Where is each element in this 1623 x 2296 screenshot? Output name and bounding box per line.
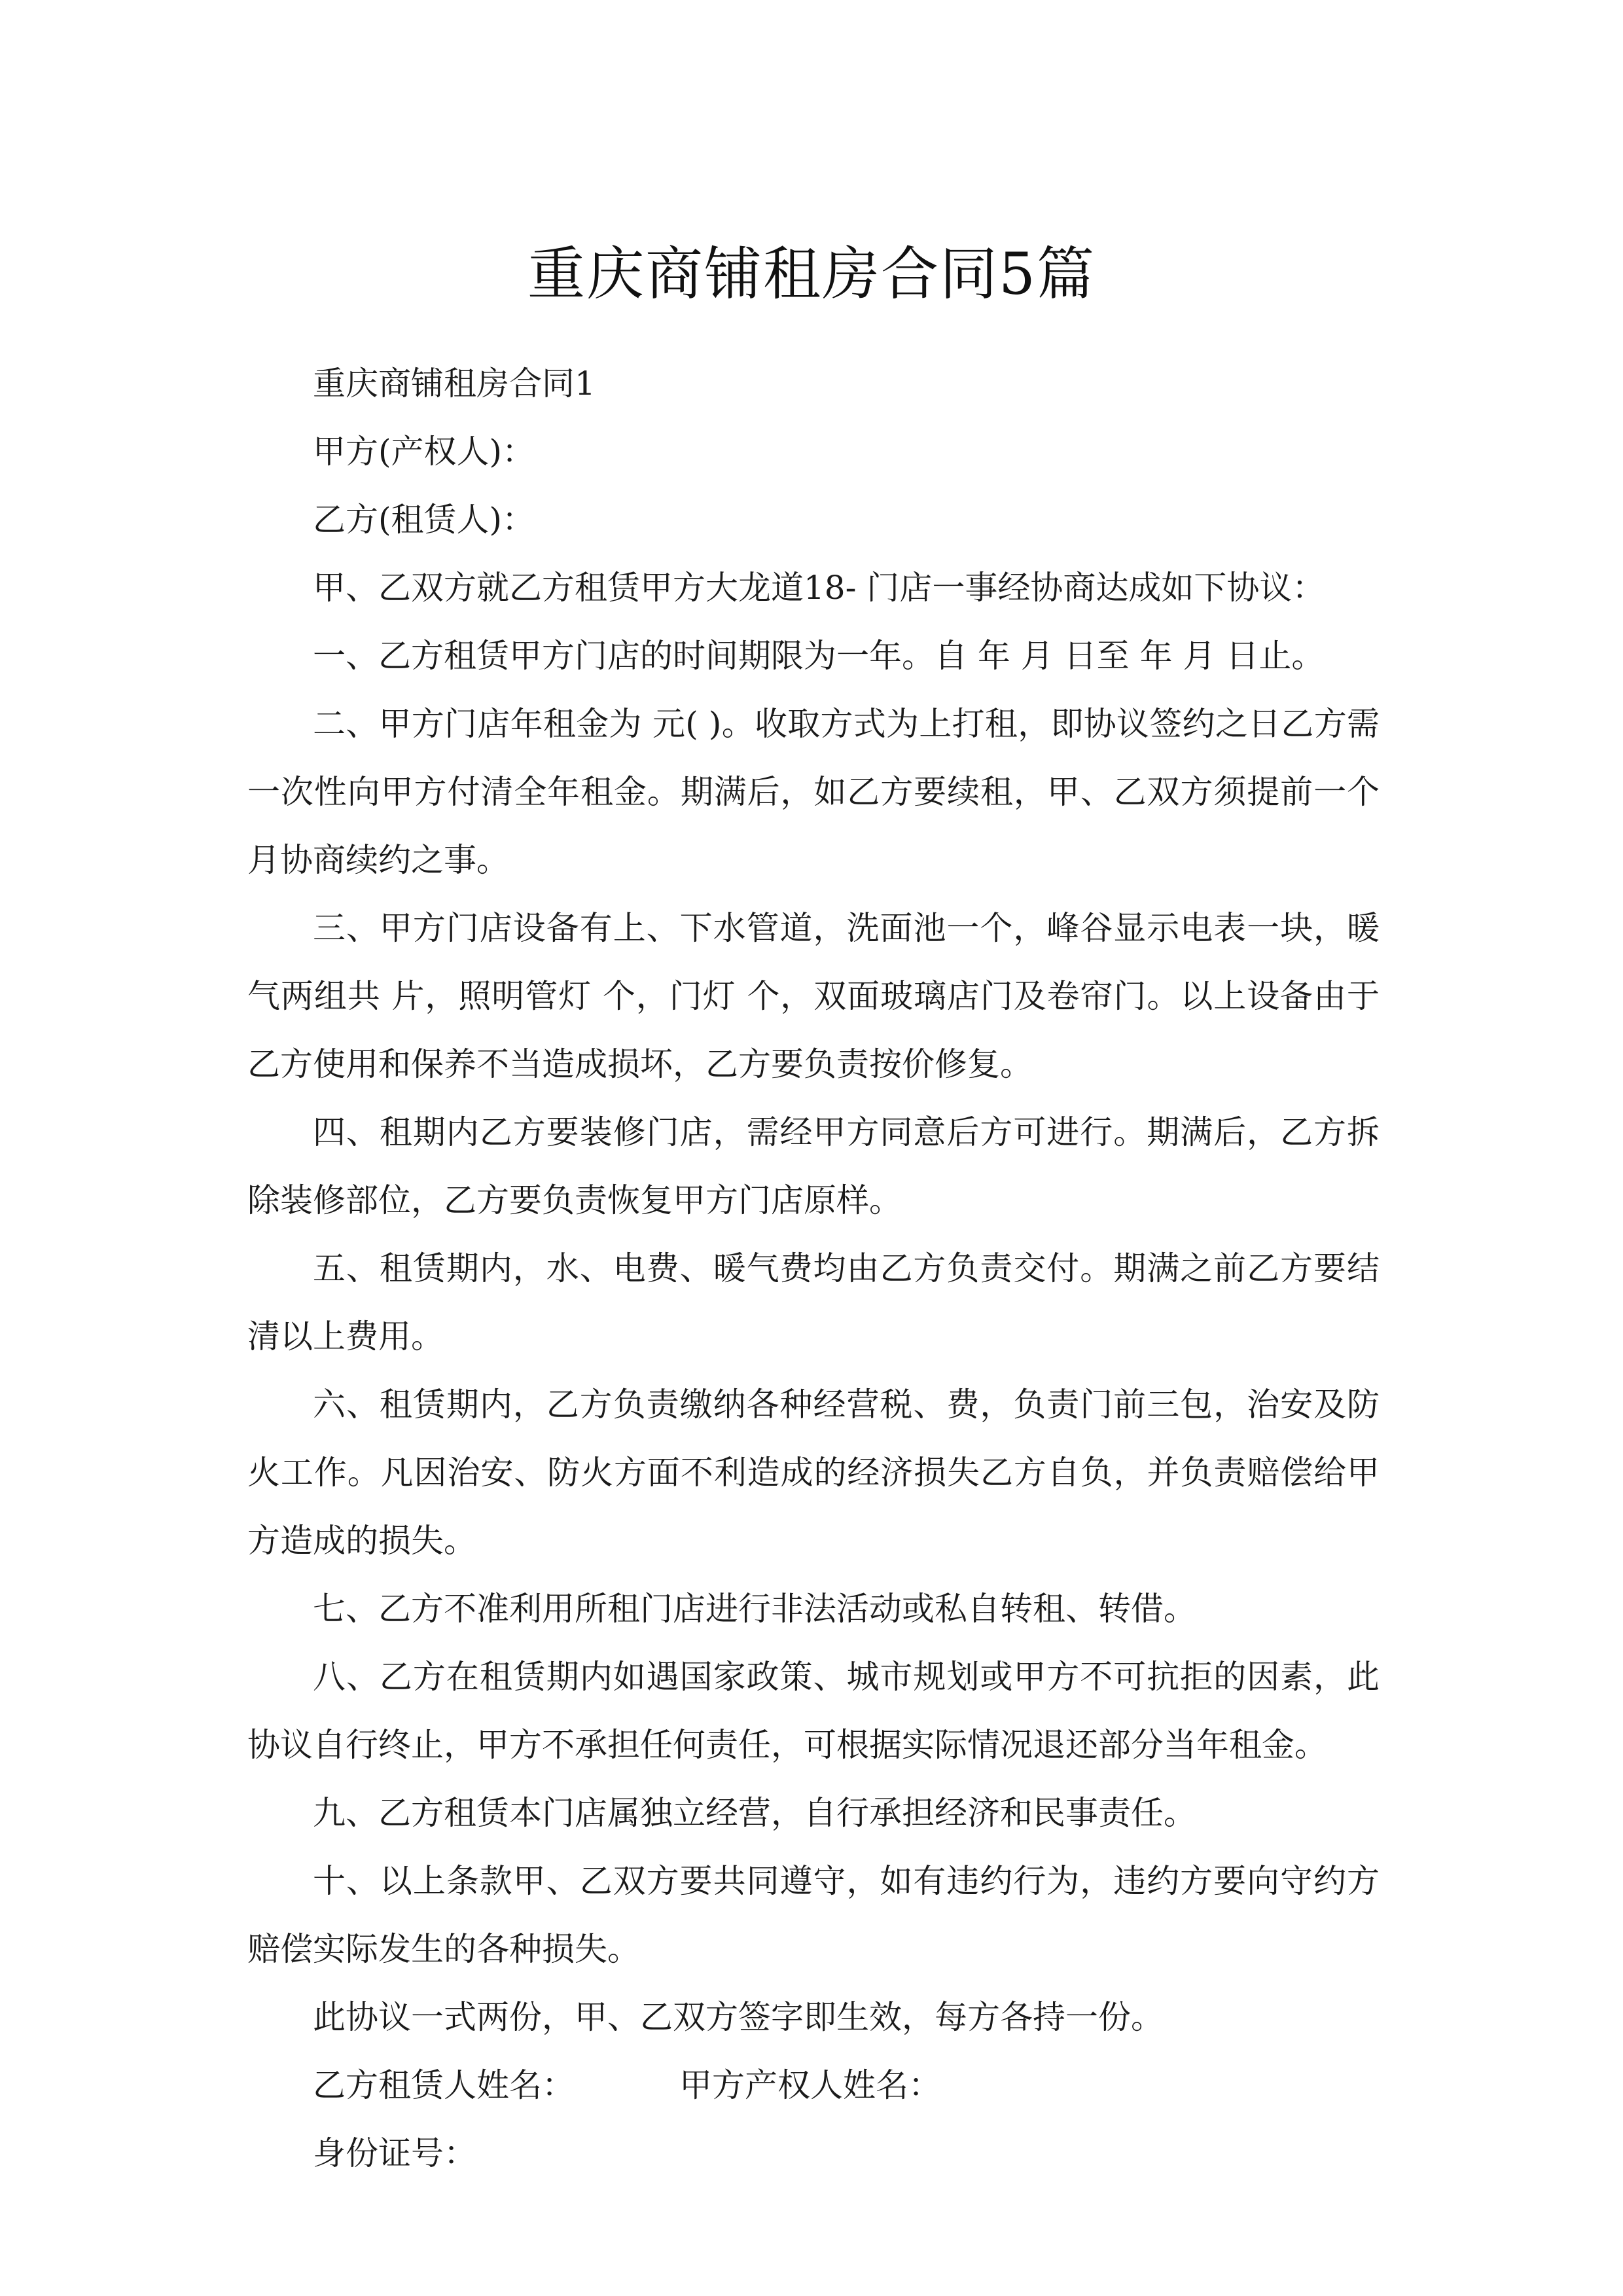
clause-10: 十、以上条款甲、乙双方要共同遵守，如有违约行为，违约方要向守约方赔偿实际发生的各种损失。	[247, 1862, 1380, 1968]
signature-names-line	[247, 2051, 1380, 2119]
clause-4: 四、租期内乙方要装修门店，需经甲方同意后方可进行。期满后，乙方拆除装修部位，乙方要负责恢复甲方门店原样。	[247, 1113, 1380, 1219]
closing-paragraph: 此协议一式两份，甲、乙双方签字即生效，每方各持一份。	[313, 1998, 1164, 2036]
document-title: 重庆商铺租房合同5篇	[527, 240, 1096, 308]
clause-1: 一、乙方租赁甲方门店的时间期限为一年。自 年 月 日至 年 月 日止。	[313, 637, 1325, 675]
party-b-name-label: 乙方租赁人姓名：	[313, 2066, 575, 2104]
id-number-label: 身份证号：	[313, 2134, 476, 2172]
section-heading: 重庆商铺租房合同1	[313, 365, 596, 403]
clause-7: 七、乙方不准利用所租门店进行非法活动或私自转租、转借。	[313, 1590, 1196, 1628]
clause-8: 八、乙方在租赁期内如遇国家政策、城市规划或甲方不可抗拒的因素，此协议自行终止，甲方不承担任何责任，可根据实际情况退还部分当年租金。	[247, 1658, 1380, 1764]
party-a-line: 甲方(产权人)：	[313, 433, 535, 471]
party-b-line: 乙方(租赁人)：	[313, 501, 535, 539]
document-body	[247, 350, 1380, 2187]
party-a-name-label: 甲方产权人姓名：	[679, 2066, 941, 2104]
clause-6: 六、租赁期内，乙方负责缴纳各种经营税、费，负责门前三包，治安及防火工作。凡因治安、防火方面不利造成的经济损失乙方自负，并负责赔偿给甲方造成的损失。	[247, 1386, 1380, 1560]
clause-9: 九、乙方租赁本门店属独立经营，自行承担经济和民事责任。	[313, 1794, 1196, 1832]
intro-paragraph: 甲、乙双方就乙方租赁甲方大龙道18- 门店一事经协商达成如下协议：	[313, 569, 1325, 607]
clause-3: 三、甲方门店设备有上、下水管道，洗面池一个，峰谷显示电表一块，暖气两组共 片，照明管灯 个，门灯 个，双面玻璃店门及卷帘门。以上设备由于乙方使用和保养不当造成损坏，乙方要负责按价修复。	[247, 909, 1380, 1083]
clause-5: 五、租赁期内，水、电费、暖气费均由乙方负责交付。期满之前乙方要结清以上费用。	[247, 1249, 1380, 1355]
clause-2: 二、甲方门店年租金为 元( )。收取方式为上打租，即协议签约之日乙方需一次性向甲方付清全年租金。期满后，如乙方要续租，甲、乙双方须提前一个月协商续约之事。	[247, 705, 1380, 879]
